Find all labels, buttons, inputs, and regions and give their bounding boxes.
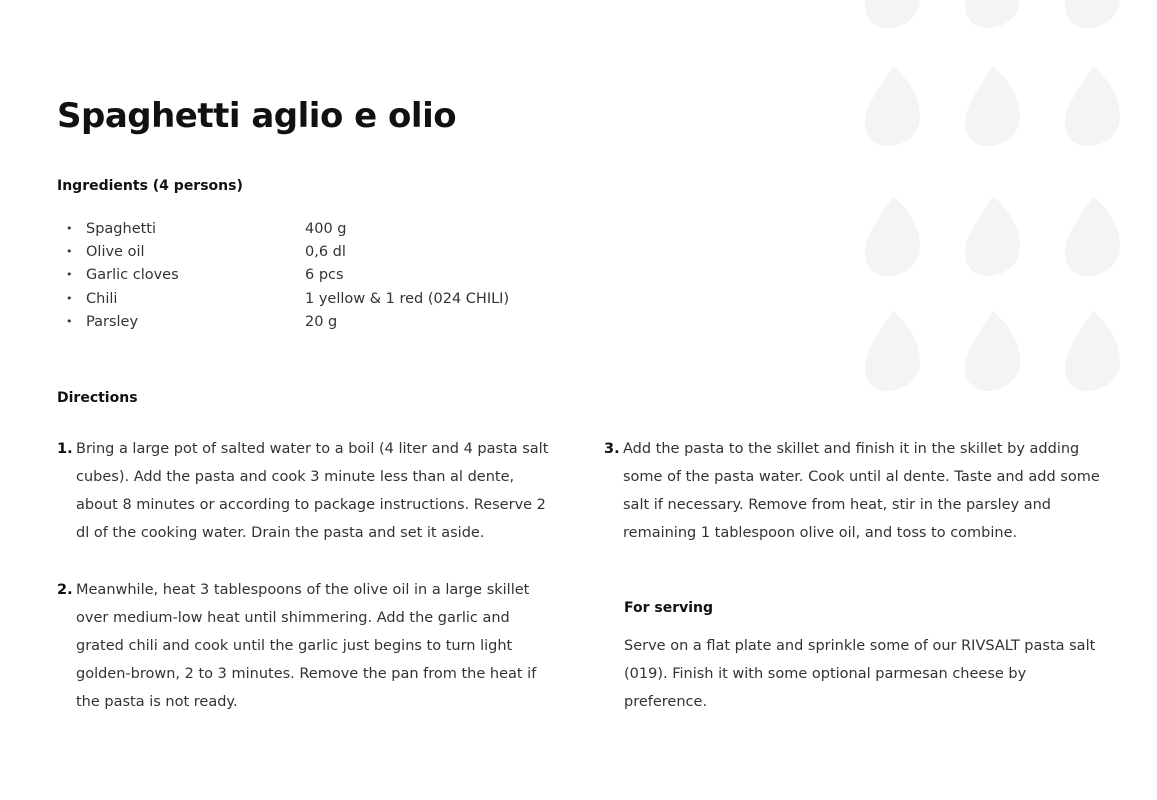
- direction-step: [57, 435, 557, 547]
- ingredient-name: Parsley: [86, 313, 139, 330]
- step-text: Add the pasta to the skillet and finish it in the skillet by adding some of the pasta water. Cook until al dente. Taste and add some salt if necessary. Remove from heat, stir in the parsley and remaining 1 tablespoon olive oil, and toss to combine.: [623, 441, 1100, 541]
- serving-text: Serve on a flat plate and sprinkle some of our RIVSALT pasta salt (019). Finish it with some optional parmesan cheese by preference.: [624, 638, 1096, 710]
- bullet-icon: •: [66, 314, 73, 328]
- ingredient-quantity: 1 yellow & 1 red (024 CHILI): [305, 290, 510, 307]
- ingredients-heading: Ingredients (4 persons): [57, 178, 243, 194]
- recipe-title: Spaghetti aglio e olio: [57, 96, 457, 136]
- ingredient-name: Chili: [86, 290, 118, 307]
- step-text: Meanwhile, heat 3 tablespoons of the olive oil in a large skillet over medium-low heat until shimmering. Add the garlic and grated chili and cook until the garlic just begins to turn light golden-brown, 2 to 3 minutes. Remove the pan from the heat if the pasta is not ready.: [76, 582, 537, 710]
- ingredient-name: Olive oil: [86, 244, 145, 261]
- bullet-icon: •: [66, 291, 73, 305]
- step-number: 2.: [57, 582, 73, 598]
- step-text: Bring a large pot of salted water to a boil (4 liter and 4 pasta salt cubes). Add the pasta and cook 3 minute less than al dente, about 8 minutes or according to package instructions. Reserve 2 dl of the cooking water. Drain the pasta and set it aside.: [76, 441, 549, 541]
- step-number: 3.: [604, 441, 620, 457]
- bullet-icon: •: [66, 245, 73, 259]
- ingredient-quantity: 0,6 dl: [305, 244, 346, 261]
- direction-step: [57, 576, 557, 716]
- directions-heading: Directions: [57, 390, 138, 406]
- ingredient-quantity: 6 pcs: [305, 267, 344, 284]
- serving-heading: For serving: [624, 600, 714, 616]
- direction-step: [604, 435, 1109, 547]
- ingredient-quantity: 400 g: [305, 221, 347, 237]
- bullet-icon: •: [66, 268, 73, 282]
- ingredient-quantity: 20 g: [305, 313, 338, 330]
- ingredient-name: Garlic cloves: [86, 267, 179, 284]
- step-number: 1.: [57, 441, 73, 457]
- ingredient-name: Spaghetti: [86, 221, 157, 237]
- bullet-icon: •: [66, 222, 73, 235]
